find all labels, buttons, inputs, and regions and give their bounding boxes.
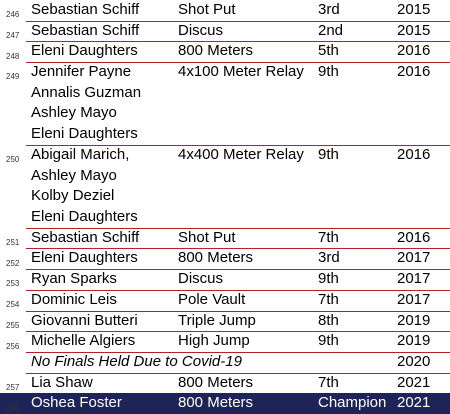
event-name: High Jump: [178, 332, 250, 350]
athlete-name: Eleni Daughters: [31, 42, 138, 60]
place-result: 7th: [318, 290, 339, 308]
table-row: [0, 311, 450, 332]
year: 2016: [397, 228, 431, 246]
athlete-name: Jennifer Payne: [31, 63, 132, 81]
year: 2017: [397, 290, 431, 308]
event-name: 800 Meters: [178, 249, 254, 267]
table-row: [0, 352, 450, 373]
place-result: Champion: [318, 394, 387, 412]
athlete-name: Kolby Deziel: [31, 187, 115, 205]
place-result: 3rd: [318, 1, 340, 18]
row-number: 249: [6, 72, 20, 82]
row-number: 251: [6, 238, 20, 248]
place-result: 7th: [318, 228, 339, 246]
place-result: 7th: [318, 373, 339, 391]
athlete-name: Dominic Leis: [31, 290, 117, 308]
athlete-name: Ashley Mayo: [31, 104, 117, 122]
table-row: [0, 62, 450, 145]
table-row: [0, 0, 450, 21]
athlete-name: No Finals Held Due to Covid-19: [31, 352, 242, 370]
athlete-name: Michelle Algiers: [31, 332, 136, 350]
athlete-name: Ryan Sparks: [31, 270, 117, 288]
table-row: [0, 331, 450, 352]
event-name: Pole Vault: [178, 290, 246, 308]
athlete-name: Oshea Foster: [31, 394, 122, 412]
row-number: 258: [6, 403, 20, 413]
event-name: Triple Jump: [178, 311, 256, 329]
year: 2019: [397, 311, 431, 329]
event-name: 4x400 Meter Relay: [178, 145, 304, 163]
table-row: [0, 290, 450, 311]
row-number: 247: [6, 31, 20, 41]
table-row: [0, 393, 450, 414]
event-name: 800 Meters: [178, 42, 254, 60]
place-result: 5th: [318, 42, 339, 60]
row-number: 257: [6, 382, 20, 392]
year: 2015: [397, 1, 431, 18]
row-number: 248: [6, 51, 20, 61]
year: 2017: [397, 270, 431, 288]
event-name: 4x100 Meter Relay: [178, 63, 304, 81]
event-name: Discus: [178, 270, 224, 288]
row-number: 252: [6, 258, 20, 268]
table-row: [0, 269, 450, 290]
place-result: 2nd: [318, 21, 344, 39]
table-row: [0, 228, 450, 249]
place-result: 9th: [318, 332, 339, 350]
year: 2021: [397, 394, 431, 412]
place-result: 9th: [318, 145, 339, 163]
athlete-name: Ashley Mayo: [31, 166, 117, 184]
place-result: 8th: [318, 311, 339, 329]
athlete-name: Annalis Guzman: [31, 83, 142, 101]
place-result: 9th: [318, 270, 339, 288]
row-number: 255: [6, 320, 20, 330]
event-name: Shot Put: [178, 228, 236, 246]
row-number: 256: [6, 341, 20, 351]
year: 2016: [397, 145, 431, 163]
athlete-name: Lia Shaw: [31, 373, 93, 391]
table-row: [0, 41, 450, 62]
year: 2020: [397, 352, 431, 370]
event-name: 800 Meters: [178, 373, 254, 391]
athlete-name: Sebastian Schiff: [31, 1, 140, 18]
table-row: [0, 145, 450, 228]
athlete-name: Sebastian Schiff: [31, 21, 140, 39]
athlete-name: Eleni Daughters: [31, 207, 138, 225]
event-name: Shot Put: [178, 1, 236, 18]
year: 2016: [397, 63, 431, 81]
event-name: Discus: [178, 21, 224, 39]
row-number: 246: [6, 10, 20, 20]
year: 2019: [397, 332, 431, 350]
year: 2015: [397, 21, 431, 39]
athlete-name: Eleni Daughters: [31, 249, 138, 267]
table-row: [0, 248, 450, 269]
row-number: 253: [6, 279, 20, 289]
year: 2017: [397, 249, 431, 267]
year: 2021: [397, 373, 431, 391]
row-number: 250: [6, 155, 20, 165]
athlete-name: Abigail Marich,: [31, 145, 130, 163]
athlete-name: Sebastian Schiff: [31, 228, 140, 246]
table-row: [0, 373, 450, 394]
athlete-name: Eleni Daughters: [31, 125, 138, 143]
place-result: 3rd: [318, 249, 340, 267]
athlete-name: Giovanni Butteri: [31, 311, 138, 329]
year: 2016: [397, 42, 431, 60]
event-name: 800 Meters: [178, 394, 254, 412]
place-result: 9th: [318, 63, 339, 81]
row-number: 254: [6, 300, 20, 310]
table-row: [0, 21, 450, 42]
